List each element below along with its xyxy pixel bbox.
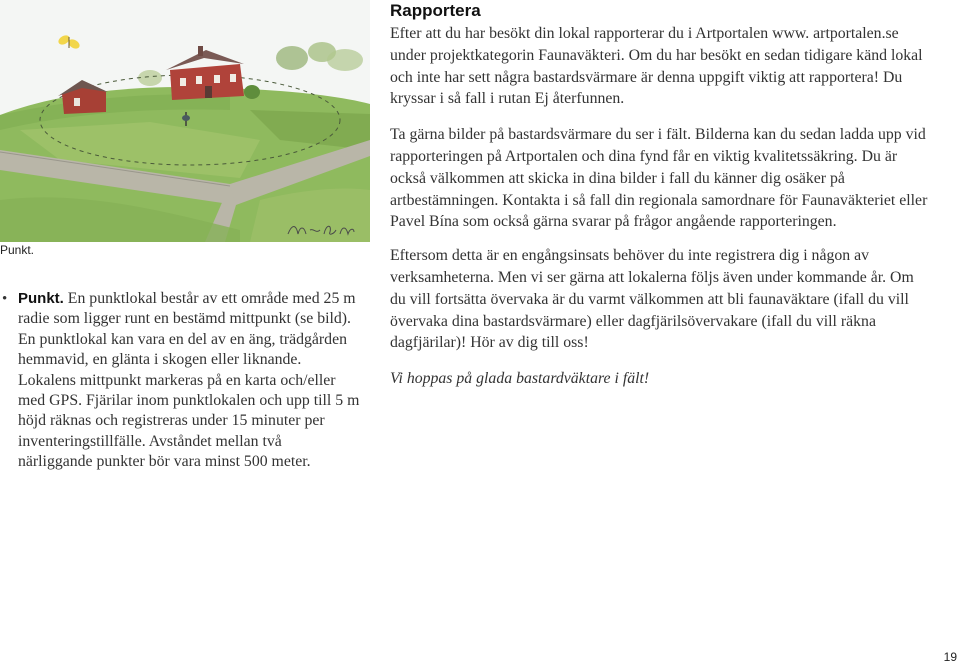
meadow-illustration xyxy=(0,0,370,242)
bullet-icon: • xyxy=(2,291,8,307)
paragraph-followup: Eftersom detta är en engångsinsats behöver du inte registrera dig i någon av verksamheterna. Men vi ser gärna att lokalerna följs även under kommande år. Om du vill fortsätta övervaka är du varmt välkommen att bli faunaväktare (ifall du vill övervaka dina bastardsvärmare) eller dagfjärilsövervakare (ifall du vill räkna dagfjärilar)! Hör av dig till oss! xyxy=(390,247,914,352)
definition-text-block xyxy=(18,289,360,473)
definition-list-item xyxy=(0,289,360,473)
report-section xyxy=(390,0,930,390)
definition-text: En punktlokal består av ett område med 25 m radie som ligger runt en bestämd mittpunkt (se bild). En punktlokal kan vara en del av en äng, trädgården hemmavid, en glänta i skogen eller liknande. Lokalens mittpunkt markeras på en karta och/eller med GPS. Fjärilar inom punktlokalen och upp till 5 m höjd räknas och registreras under 15 minuter per inventeringstillfälle. Avståndet mellan två närliggande punkter bör vara minst 500 meter. xyxy=(18,290,360,471)
definition-term: Punkt. xyxy=(18,290,64,307)
illustration-caption: Punkt. xyxy=(0,243,35,257)
section-heading: Rapportera xyxy=(390,1,481,20)
watercolor-painting xyxy=(0,0,370,242)
artist-signature xyxy=(286,220,356,240)
closing-line: Vi hoppas på glada bastardväktare i fält! xyxy=(390,370,650,388)
paragraph-photos: Ta gärna bilder på bastardsvärmare du ser i fält. Bilderna kan du sedan ladda upp vid rapporteringen på Artportalen och dina fynd får en viktig kvalitetssäkring. Du är också välkommen att skicka in dina bilder i fall du känner dig osäker på artbestämningen. Kontakta i så fall din regionala samordnare för Faunaväkteriet eller Pavel Bína som också gärna svarar på frågor angående rapporteringen. xyxy=(390,126,928,231)
paragraph-report: Efter att du har besökt din lokal rapporterar du i Artportalen www. artportalen.se under projektkategorin Faunaväkteri. Om du har besökt en sedan tidigare känd lokal och inte har sett några bastardsvärmare är denna uppgift viktig att rapportera! Du kryssar i så fall i rutan Ej återfunnen. xyxy=(390,25,923,108)
page-number: 19 xyxy=(943,650,957,664)
